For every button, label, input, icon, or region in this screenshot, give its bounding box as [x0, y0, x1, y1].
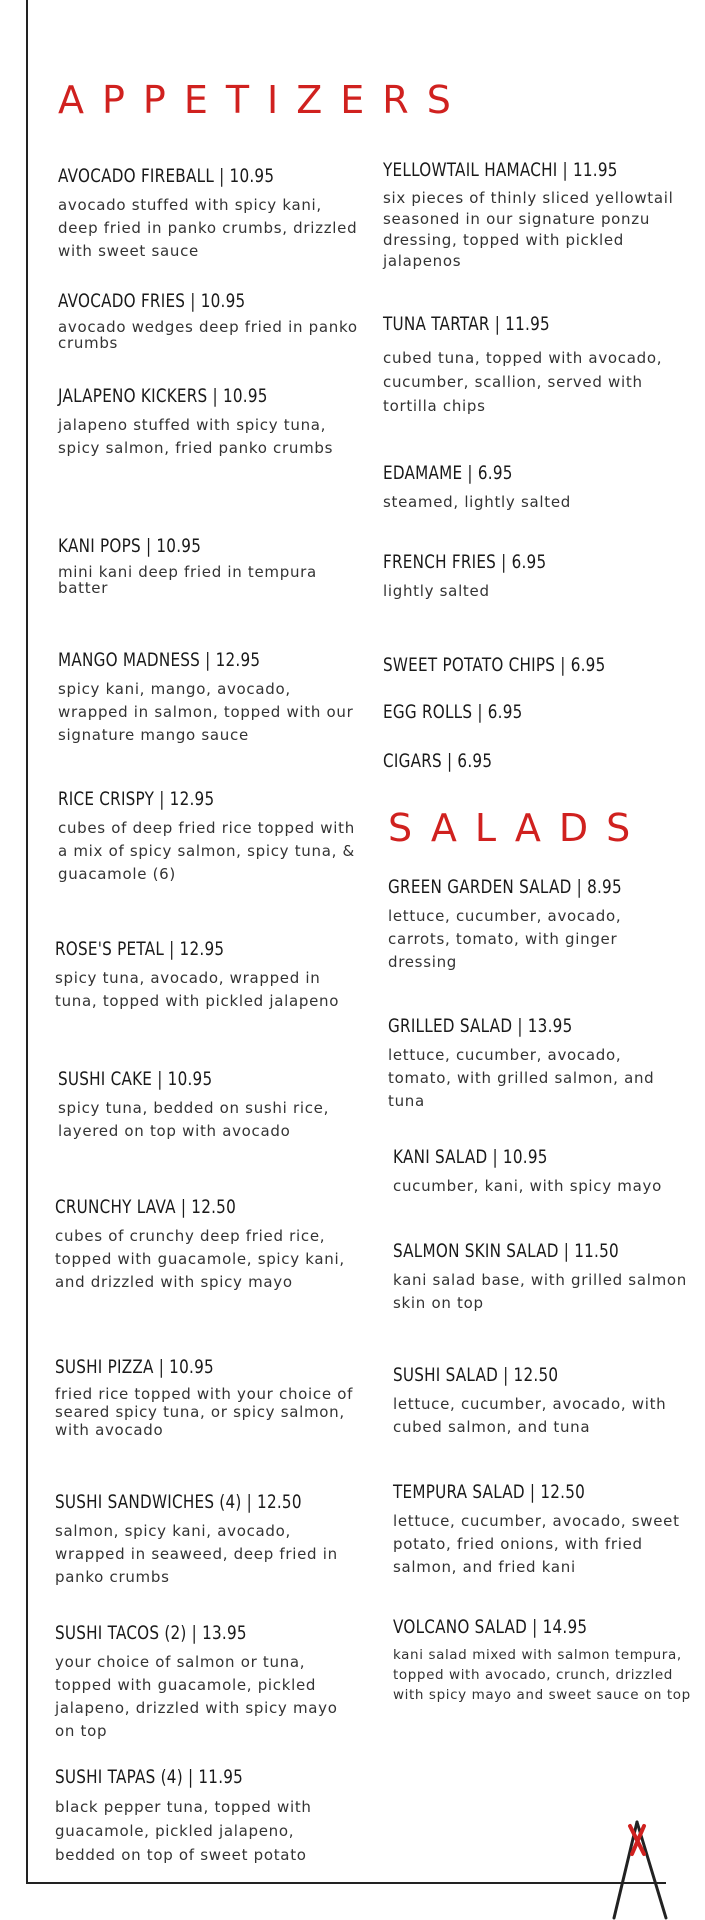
menu-item-sweet-potato-chips — [383, 653, 683, 677]
item-description: steamed, lightly salted — [383, 493, 571, 511]
menu-item-avocado-fireball — [58, 164, 358, 263]
item-description: salmon, spicy kani, avocado, wrapped in seaweed, deep fried in panko crumbs — [55, 1522, 338, 1586]
item-name: CRUNCHY LAVA | 12.50 — [55, 1196, 236, 1218]
item-name: AVOCADO FIREBALL | 10.95 — [58, 165, 275, 187]
menu-item-sushi-salad — [393, 1363, 693, 1439]
item-description: avocado stuffed with spicy kani, deep fried in panko crumbs, drizzled with sweet sauce — [58, 196, 358, 260]
salads-title: SALADS — [388, 806, 649, 850]
item-description: cubed tuna, topped with avocado, cucumber, scallion, served with tortilla chips — [383, 349, 663, 415]
menu-frame-left-border — [26, 0, 28, 1884]
item-name: SWEET POTATO CHIPS | 6.95 — [383, 654, 606, 676]
item-name: FRENCH FRIES | 6.95 — [383, 551, 547, 573]
appetizers-title: APPETIZERS — [58, 78, 469, 122]
menu-frame-bottom-border — [26, 1882, 666, 1884]
item-description: mini kani deep fried in tempura batter — [58, 563, 317, 597]
item-description: six pieces of thinly sliced yellowtail seasoned in our signature ponzu dressing, topped with pickled jalapenos — [383, 189, 674, 270]
menu-item-egg-rolls — [383, 700, 683, 724]
item-name: YELLOWTAIL HAMACHI | 11.95 — [383, 159, 618, 181]
item-name: SUSHI PIZZA | 10.95 — [55, 1356, 214, 1378]
menu-item-green-garden-salad — [388, 875, 688, 974]
item-description: spicy tuna, bedded on sushi rice, layered on top with avocado — [58, 1099, 330, 1140]
menu-item-cigars — [383, 749, 683, 773]
item-name: AVOCADO FRIES | 10.95 — [58, 290, 246, 312]
menu-item-volcano-salad — [393, 1615, 693, 1705]
item-description: jalapeno stuffed with spicy tuna, spicy salmon, fried panko crumbs — [58, 416, 334, 457]
item-name: SUSHI SANDWICHES (4) | 12.50 — [55, 1491, 302, 1513]
chopsticks-logo-icon — [610, 1820, 670, 1920]
menu-item-sushi-cake — [58, 1067, 358, 1143]
item-description: fried rice topped with your choice of seared spicy tuna, or spicy salmon, with avocado — [55, 1385, 354, 1439]
item-description: lettuce, cucumber, avocado, with cubed salmon, and tuna — [393, 1395, 667, 1436]
item-name: SUSHI TACOS (2) | 13.95 — [55, 1622, 247, 1644]
item-description: lettuce, cucumber, avocado, carrots, tomato, with ginger dressing — [388, 907, 622, 971]
item-name: MANGO MADNESS | 12.95 — [58, 649, 261, 671]
item-name: GRILLED SALAD | 13.95 — [388, 1015, 573, 1037]
menu-item-kani-salad — [393, 1145, 693, 1198]
menu-item-sushi-tacos — [55, 1621, 355, 1743]
menu-item-french-fries — [383, 550, 683, 603]
menu-item-grilled-salad — [388, 1014, 688, 1113]
item-description: lightly salted — [383, 582, 490, 600]
menu-item-edamame — [383, 461, 683, 514]
menu-item-crunchy-lava — [55, 1195, 355, 1294]
item-name: CIGARS | 6.95 — [383, 750, 493, 772]
item-name: GREEN GARDEN SALAD | 8.95 — [388, 876, 622, 898]
item-name: VOLCANO SALAD | 14.95 — [393, 1616, 588, 1638]
menu-item-jalapeno-kickers — [58, 384, 358, 460]
item-name: SUSHI CAKE | 10.95 — [58, 1068, 213, 1090]
item-description: spicy tuna, avocado, wrapped in tuna, topped with pickled jalapeno — [55, 969, 340, 1010]
item-name: EDAMAME | 6.95 — [383, 462, 513, 484]
item-description: kani salad mixed with salmon tempura, topped with avocado, crunch, drizzled with spicy mayo and sweet sauce on top — [393, 1647, 691, 1703]
menu-item-tuna-tartar — [383, 312, 683, 418]
item-name: SUSHI TAPAS (4) | 11.95 — [55, 1766, 244, 1788]
item-description: cubes of deep fried rice topped with a mix of spicy salmon, spicy tuna, & guacamole (6) — [58, 819, 355, 883]
item-description: lettuce, cucumber, avocado, tomato, with grilled salmon, and tuna — [388, 1046, 655, 1110]
menu-item-tempura-salad — [393, 1480, 693, 1579]
item-description: lettuce, cucumber, avocado, sweet potato, fried onions, with fried salmon, and fried kani — [393, 1512, 680, 1576]
menu-item-sushi-pizza — [55, 1355, 355, 1439]
item-name: RICE CRISPY | 12.95 — [58, 788, 215, 810]
item-description: avocado wedges deep fried in panko crumbs — [58, 318, 358, 352]
menu-item-mango-madness — [58, 648, 358, 747]
menu-item-avocado-fries — [58, 289, 358, 351]
item-name: SUSHI SALAD | 12.50 — [393, 1364, 559, 1386]
menu-item-sushi-sandwiches — [55, 1490, 355, 1589]
menu-item-rice-crispy — [58, 787, 358, 886]
item-name: TEMPURA SALAD | 12.50 — [393, 1481, 586, 1503]
menu-item-roses-petal — [55, 937, 355, 1013]
item-name: TUNA TARTAR | 11.95 — [383, 313, 550, 335]
item-name: KANI SALAD | 10.95 — [393, 1146, 548, 1168]
item-description: black pepper tuna, topped with guacamole, pickled jalapeno, bedded on top of sweet potato — [55, 1798, 312, 1864]
item-name: SALMON SKIN SALAD | 11.50 — [393, 1240, 619, 1262]
item-description: cubes of crunchy deep fried rice, topped with guacamole, spicy kani, and drizzled with spicy mayo — [55, 1227, 345, 1291]
menu-item-salmon-skin-salad — [393, 1239, 693, 1315]
item-description: kani salad base, with grilled salmon skin on top — [393, 1271, 687, 1312]
item-name: EGG ROLLS | 6.95 — [383, 701, 523, 723]
item-description: your choice of salmon or tuna, topped with guacamole, pickled jalapeno, drizzled with spicy mayo on top — [55, 1653, 338, 1740]
item-description: spicy kani, mango, avocado, wrapped in salmon, topped with our signature mango sauce — [58, 680, 354, 744]
menu-item-yellowtail-hamachi — [383, 158, 693, 272]
item-name: JALAPENO KICKERS | 10.95 — [58, 385, 268, 407]
menu-item-sushi-tapas — [55, 1765, 355, 1867]
item-name: KANI POPS | 10.95 — [58, 535, 202, 557]
menu-item-kani-pops — [58, 534, 358, 596]
item-description: cucumber, kani, with spicy mayo — [393, 1177, 662, 1195]
item-name: ROSE'S PETAL | 12.95 — [55, 938, 225, 960]
